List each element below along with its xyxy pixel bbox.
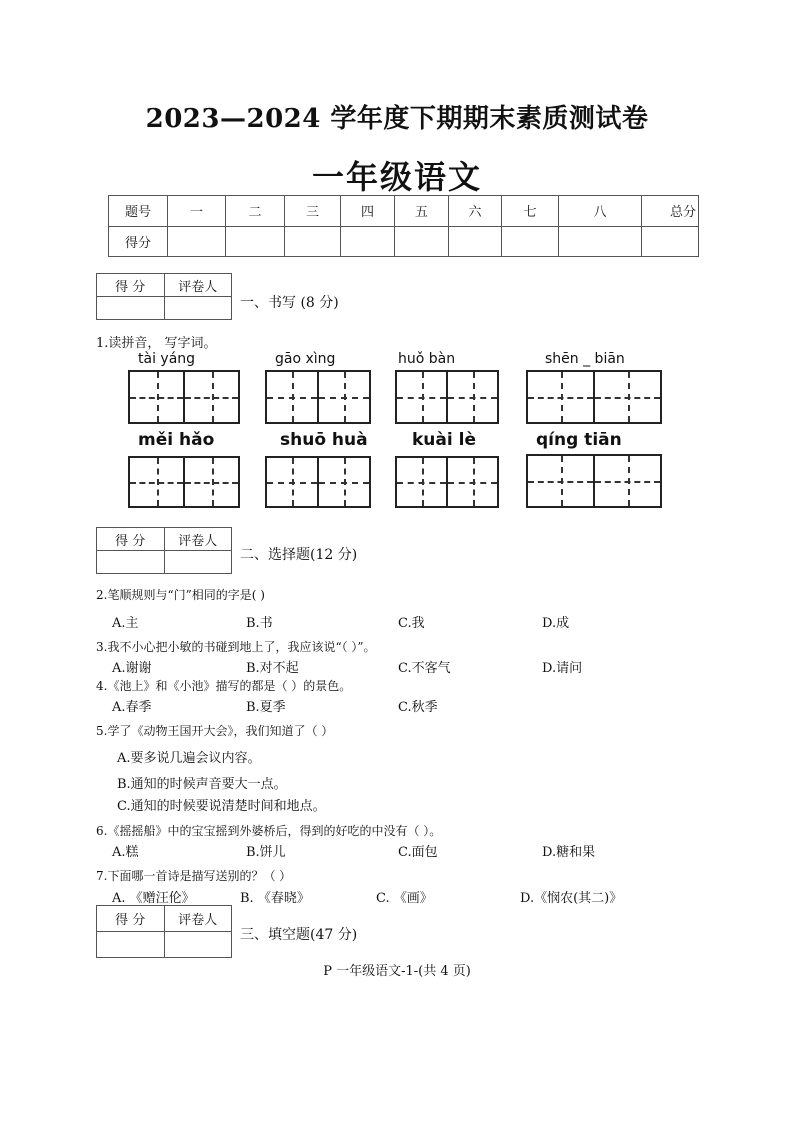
q2-option-c[interactable]: C.我 xyxy=(398,616,425,631)
writing-grid-6[interactable] xyxy=(265,456,371,508)
score-header-cell: 一 xyxy=(168,196,226,227)
score-header-cell: 二 xyxy=(226,196,285,227)
writing-grid-2[interactable] xyxy=(265,370,371,424)
score-table-header-row xyxy=(109,196,699,227)
exam-subtitle: 一年级语文 xyxy=(311,158,482,196)
q3-option-d[interactable]: D.请问 xyxy=(542,661,583,676)
score-header-cell: 八 xyxy=(559,196,642,227)
grader-name-label: 评卷人 xyxy=(164,528,232,551)
writing-grid-7[interactable] xyxy=(395,456,499,508)
score-header-cell: 三 xyxy=(285,196,341,227)
question-3-text: 3.我不小心把小敏的书碰到地上了，我应该说“（ ）”。 xyxy=(96,640,376,654)
grader-name-label: 评卷人 xyxy=(164,274,232,297)
q4-option-c[interactable]: C.秋季 xyxy=(398,700,438,715)
grader-score-cell[interactable] xyxy=(97,932,165,958)
page-footer: P 一年级语文-1-(共 4 页) xyxy=(323,964,471,979)
section-1-heading: 一、书写 (8 分) xyxy=(240,295,339,311)
grader-box-1 xyxy=(96,273,232,320)
q2-option-b[interactable]: B.书 xyxy=(246,616,273,631)
score-cell[interactable] xyxy=(502,226,559,257)
score-cell[interactable] xyxy=(642,226,699,257)
q7-option-b[interactable]: B. 《春晓》 xyxy=(240,891,310,906)
score-cell[interactable] xyxy=(168,226,226,257)
q3-option-a[interactable]: A.谢谢 xyxy=(112,661,152,676)
score-cell[interactable] xyxy=(395,226,449,257)
q6-option-d[interactable]: D.糖和果 xyxy=(542,845,596,860)
grader-score-cell[interactable] xyxy=(97,551,165,574)
q2-option-d[interactable]: D.成 xyxy=(542,616,570,631)
score-header-cell: 七 xyxy=(502,196,559,227)
exam-title: 2023—2024 学年度下期期末素质测试卷 xyxy=(145,104,649,134)
score-cell[interactable] xyxy=(341,226,395,257)
q5-option-b[interactable]: B.通知的时候声音要大一点。 xyxy=(117,777,287,792)
q7-option-d[interactable]: D.《悯农(其二)》 xyxy=(520,891,623,906)
grader-score-cell[interactable] xyxy=(97,297,165,320)
question-4-text: 4.《池上》和《小池》描写的都是（ ）的景色。 xyxy=(96,679,352,693)
score-table-score-row xyxy=(109,226,699,257)
question-7-text: 7.下面哪一首诗是描写送别的？（ ） xyxy=(96,869,292,883)
pinyin-8: qíng tiān xyxy=(536,430,622,450)
score-header-cell: 四 xyxy=(341,196,395,227)
pinyin-2: gāo xìng xyxy=(275,351,336,367)
score-header-cell: 六 xyxy=(449,196,502,227)
score-cell[interactable] xyxy=(226,226,285,257)
score-cell[interactable] xyxy=(559,226,642,257)
score-row-label: 得分 xyxy=(109,226,168,257)
q7-option-a[interactable]: A. 《赠汪伦》 xyxy=(112,891,195,906)
grader-name-cell[interactable] xyxy=(164,551,232,574)
grader-name-label: 评卷人 xyxy=(164,906,232,932)
score-table xyxy=(108,195,699,257)
q3-option-c[interactable]: C.不客气 xyxy=(398,661,451,676)
pinyin-5: měi hǎo xyxy=(138,430,215,450)
grader-box-3 xyxy=(96,905,232,958)
grader-name-cell[interactable] xyxy=(164,297,232,320)
writing-grid-1[interactable] xyxy=(128,370,240,424)
question-2-text: 2.笔顺规则与“门”相同的字是( ) xyxy=(96,588,265,602)
q4-option-b[interactable]: B.夏季 xyxy=(246,700,286,715)
q5-option-a[interactable]: A.要多说几遍会议内容。 xyxy=(117,751,261,766)
grader-name-cell[interactable] xyxy=(164,932,232,958)
q7-option-c[interactable]: C. 《画》 xyxy=(376,891,433,906)
question-1-text: 1.读拼音， 写字词。 xyxy=(96,336,217,351)
writing-grid-8[interactable] xyxy=(526,454,662,508)
grader-box-2 xyxy=(96,527,232,574)
grader-score-label: 得 分 xyxy=(97,528,165,551)
question-6-text: 6.《摇摇船》中的宝宝摇到外婆桥后，得到的好吃的中没有（ ）。 xyxy=(96,824,442,838)
q3-option-b[interactable]: B.对不起 xyxy=(246,661,299,676)
section-3-heading: 三、填空题(47 分) xyxy=(240,927,358,943)
q6-option-c[interactable]: C.面包 xyxy=(398,845,438,860)
question-5-text: 5.学了《动物王国开大会》，我们知道了（ ） xyxy=(96,724,334,738)
score-cell[interactable] xyxy=(285,226,341,257)
pinyin-6: shuō huà xyxy=(280,430,368,450)
pinyin-4: shēn _ biān xyxy=(545,351,625,367)
writing-grid-5[interactable] xyxy=(128,456,240,508)
score-header-cell: 总分 xyxy=(642,196,699,227)
q5-option-c[interactable]: C.通知的时候要说清楚时间和地点。 xyxy=(117,799,326,814)
score-header-cell: 五 xyxy=(395,196,449,227)
score-header-cell: 题号 xyxy=(109,196,168,227)
writing-grid-4[interactable] xyxy=(526,370,662,424)
q4-option-a[interactable]: A.春季 xyxy=(112,700,152,715)
q2-option-a[interactable]: A.主 xyxy=(112,616,139,631)
score-cell[interactable] xyxy=(449,226,502,257)
grader-score-label: 得 分 xyxy=(97,906,165,932)
grader-score-label: 得 分 xyxy=(97,274,165,297)
q6-option-a[interactable]: A.糕 xyxy=(112,845,139,860)
writing-grid-3[interactable] xyxy=(395,370,499,424)
pinyin-3: huǒ bàn xyxy=(398,351,456,367)
pinyin-1: tài yáng xyxy=(138,351,196,367)
section-2-heading: 二、选择题(12 分) xyxy=(240,547,358,563)
q6-option-b[interactable]: B.饼儿 xyxy=(246,845,286,860)
pinyin-7: kuài lè xyxy=(412,430,476,450)
